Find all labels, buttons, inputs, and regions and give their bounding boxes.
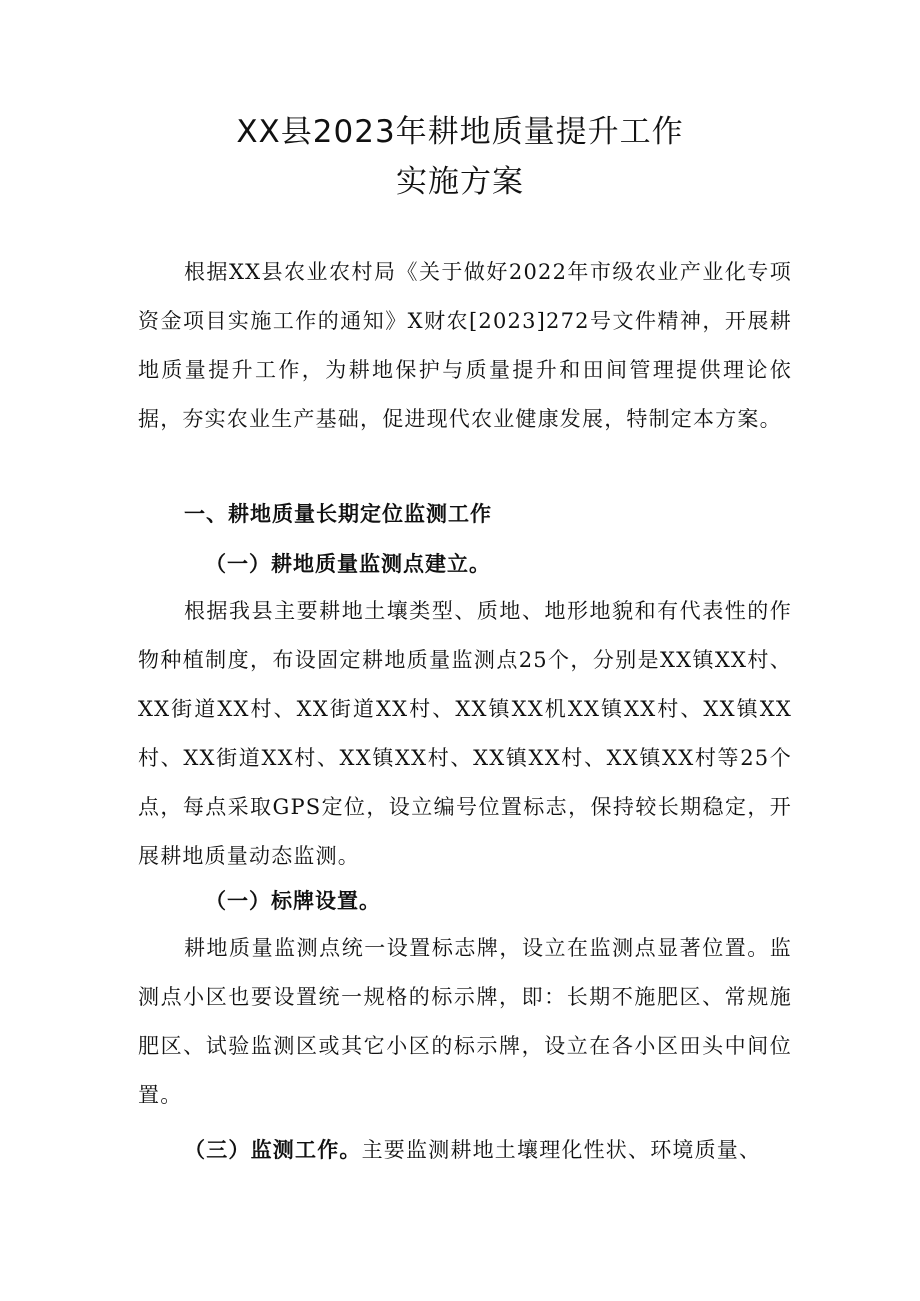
subsection1-heading: （一）耕地质量监测点建立。: [205, 551, 491, 576]
subsection2-paragraph: 耕地质量监测点统一设置标志牌，设立在监测点显著位置。监测点小区也要设置统一规格的标示牌，即：长期不施肥区、常规施肥区、试验监测区或其它小区的标示牌，设立在各小区田头中间位置。: [138, 936, 792, 1107]
section1-heading: 一、耕地质量长期定位监测工作: [184, 501, 492, 526]
subsection3-heading: （三）监测工作。: [184, 1137, 362, 1162]
document-title-line1: XX县2023年耕地质量提升工作: [236, 114, 684, 150]
subsection1-paragraph: 根据我县主要耕地土壤类型、质地、地形地貌和有代表性的作物种植制度，布设固定耕地质量监测点25个，分别是XX镇XX村、XX街道XX村、XX街道XX村、XX镇XX机XX镇XX村、XX镇XX村、XX街道XX村、XX镇XX村、XX镇XX村、XX镇XX村等25个点，每点采取GPS定位，设立编号位置标志，保持较长期稳定，开展耕地质量动态监测。: [138, 599, 792, 868]
document-title-line2: 实施方案: [396, 164, 524, 200]
subsection2-heading: （一）标牌设置。: [205, 888, 381, 913]
subsection3-text: 主要监测耕地土壤理化性状、环境质量、: [361, 1138, 762, 1162]
intro-paragraph: 根据XX县农业农村局《关于做好2022年市级农业产业化专项资金项目实施工作的通知》X财农[2023]272号文件精神，开展耕地质量提升工作，为耕地保护与质量提升和田间管理提供理论依据，夯实农业生产基础，促进现代农业健康发展，特制定本方案。: [138, 260, 792, 431]
subsection3-paragraph: [138, 1125, 792, 1175]
